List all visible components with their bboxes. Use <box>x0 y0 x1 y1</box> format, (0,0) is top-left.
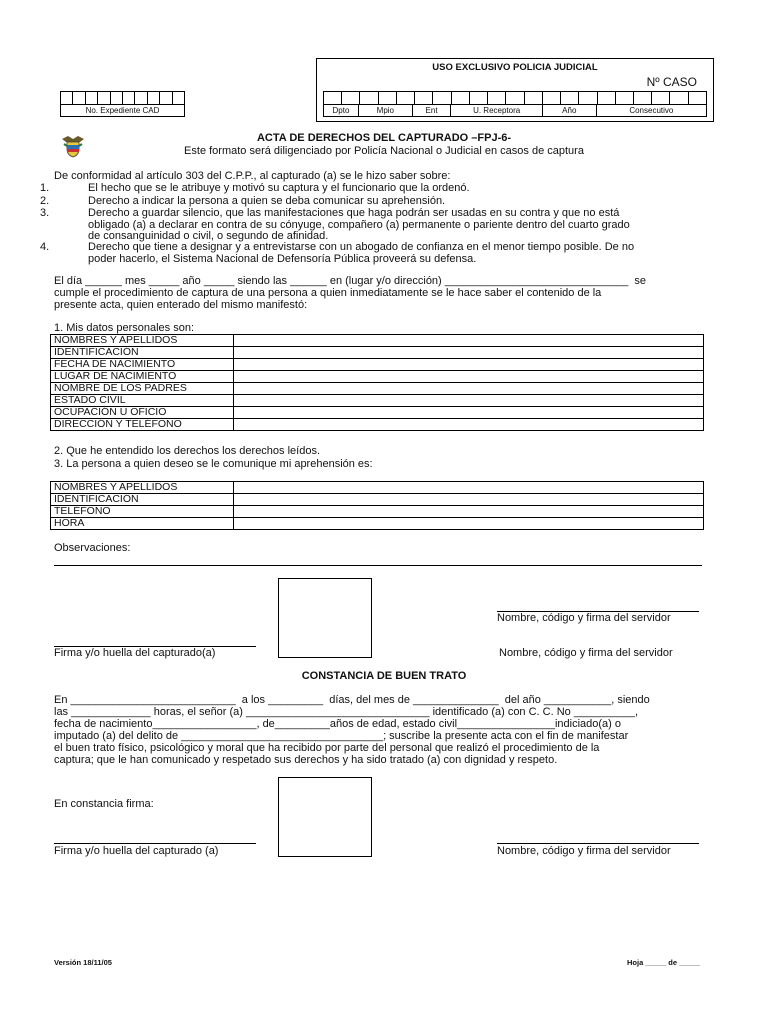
grid-label-ent: Ent <box>413 105 452 116</box>
contact-data-table <box>50 481 704 530</box>
field-input[interactable] <box>234 371 704 383</box>
field-label: ESTADO CIVIL <box>51 395 234 407</box>
grid-label-mpio: Mpio <box>359 105 413 116</box>
table-row <box>51 506 704 518</box>
capturado-signature-label-2: Firma y/o huella del capturado (a) <box>54 845 219 857</box>
constancia-line[interactable]: imputado (a) del delito de _________________________________; suscribe la presente acta con el fin de manifestar <box>54 730 629 742</box>
observaciones-label: Observaciones: <box>54 542 131 554</box>
expediente-cad-box[interactable] <box>60 91 185 115</box>
table-row <box>51 383 704 395</box>
section-1-label: 1. Mis datos personales son: <box>54 322 195 334</box>
right-number: 4. <box>40 241 50 253</box>
table-row <box>51 347 704 359</box>
table-row <box>51 518 704 530</box>
expediente-cad-label: No. Expediente CAD <box>60 104 185 117</box>
right-text: Derecho a guardar silencio, que las manifestaciones que haga podrán ser usadas en su contra y que no está <box>88 207 620 219</box>
capturado-signature-line-2[interactable] <box>54 843 256 844</box>
intro-text: De conformidad al artículo 303 del C.P.P., al capturado (a) se le hizo saber sobre: <box>54 170 451 182</box>
right-text: Derecho a indicar la persona a quien se deba comunicar su aprehensión. <box>88 195 446 207</box>
police-use-title: USO EXCLUSIVO POLICIA JUDICIAL <box>432 62 598 73</box>
servidor-signature-label-3: Nombre, código y firma del servidor <box>497 845 671 857</box>
document-subtitle: Este formato será diligenciado por Policía Nacional o Judicial en casos de captura <box>184 145 584 157</box>
field-input[interactable] <box>234 518 704 530</box>
field-input[interactable] <box>234 347 704 359</box>
date-paragraph-line: cumple el procedimiento de captura de una persona a quien inmediatamente se le hace saber el contenido de la <box>54 287 602 299</box>
case-number-grid[interactable] <box>323 91 707 115</box>
field-label: HORA <box>51 518 234 530</box>
field-label: FECHA DE NACIMIENTO <box>51 359 234 371</box>
constancia-title: CONSTANCIA DE BUEN TRATO <box>301 670 467 682</box>
servidor-signature-line-2[interactable] <box>497 843 699 844</box>
constancia-firma-label: En constancia firma: <box>54 798 154 810</box>
expediente-cad-cells[interactable] <box>60 91 185 104</box>
servidor-signature-label-2: Nombre, código y firma del servidor <box>499 647 673 659</box>
table-row <box>51 419 704 431</box>
constancia-line: captura; que le han comunicado y respetado sus derechos y ha sido tratado (a) con dignidad y respeto. <box>54 754 558 766</box>
field-label: TELÉFONO <box>51 506 234 518</box>
right-text: Derecho que tiene a designar y a entrevistarse con un abogado de confianza en el menor tiempo posible. De no <box>88 241 635 253</box>
document-title: ACTA DE DERECHOS DEL CAPTURADO –FPJ-6- <box>256 132 512 144</box>
field-label: NOMBRES Y APELLIDOS <box>51 335 234 347</box>
field-input[interactable] <box>234 419 704 431</box>
caso-label: Nº CASO <box>646 75 697 89</box>
section-2-label: 2. Que he entendido los derechos los derechos leídos. <box>54 445 321 457</box>
table-row <box>51 494 704 506</box>
grid-label-ano: Año <box>543 105 597 116</box>
field-label: LUGAR DE NACIMIENTO <box>51 371 234 383</box>
field-input[interactable] <box>234 482 704 494</box>
field-label: NOMBRES Y APELLIDOS <box>51 482 234 494</box>
field-label: IDENTIFICACIÓN <box>51 347 234 359</box>
field-input[interactable] <box>234 359 704 371</box>
constancia-line[interactable]: fecha de nacimiento_________________, de_________años de edad, estado civil________________indiciado(a) o <box>54 718 621 730</box>
table-row <box>51 359 704 371</box>
field-label: DIRECCIÓN Y TELÉFONO <box>51 419 234 431</box>
right-number: 2. <box>40 195 50 207</box>
constancia-line[interactable]: En ___________________________ a los _________ días, del mes de ______________ del año ___________, siendo <box>54 694 650 706</box>
fingerprint-box[interactable] <box>278 578 372 658</box>
field-label: IDENTIFICACIÓN <box>51 494 234 506</box>
section-3-label: 3. La persona a quien deseo se le comunique mi aprehensión es: <box>54 458 373 470</box>
field-input[interactable] <box>234 407 704 419</box>
table-row <box>51 407 704 419</box>
field-label: NOMBRE DE LOS PADRES <box>51 383 234 395</box>
field-input[interactable] <box>234 383 704 395</box>
capturado-signature-label: Firma y/o huella del capturado(a) <box>54 647 216 659</box>
right-text: de consanguinidad o civil, o segundo de afinidad. <box>88 230 329 242</box>
version-label: Versión 18/11/05 <box>54 958 112 967</box>
field-label: OCUPACIÓN U OFICIO <box>51 407 234 419</box>
field-input[interactable] <box>234 395 704 407</box>
date-paragraph-line: presente acta, quien enterado del mismo manifestó: <box>54 299 308 311</box>
fingerprint-box-2[interactable] <box>278 777 372 857</box>
police-use-box <box>316 58 714 122</box>
field-input[interactable] <box>234 494 704 506</box>
right-text: El hecho que se le atribuye y motivó su captura y el funcionario que la ordenó. <box>88 182 470 194</box>
date-paragraph-line[interactable]: El día ______ mes _____ año _____ siendo las ______ en (lugar y/o dirección) ______________________________ se <box>54 275 647 287</box>
observaciones-line[interactable] <box>54 565 702 566</box>
grid-label-u-receptora: U. Receptora <box>451 105 542 116</box>
grid-label-dpto: Dpto <box>324 105 359 116</box>
table-row <box>51 395 704 407</box>
right-text: poder hacerlo, el Sistema Nacional de Defensoría Pública proveerá su defensa. <box>88 253 477 265</box>
table-row <box>51 371 704 383</box>
right-text: obligado (a) a declarar en contra de su cónyuge, compañero (a) permanente o pariente dentro del cuarto grado <box>88 219 630 231</box>
field-input[interactable] <box>234 335 704 347</box>
constancia-line: el buen trato físico, psicológico y moral que ha recibido por parte del personal que realizó el procedimiento de la <box>54 742 600 754</box>
table-row <box>51 482 704 494</box>
page-number-label: Hoja _____ de _____ <box>627 958 700 967</box>
servidor-signature-label: Nombre, código y firma del servidor <box>497 612 671 624</box>
field-input[interactable] <box>234 506 704 518</box>
constancia-line[interactable]: las _____________ horas, el señor (a) ______________________________ identificado (a) con C. C. No __________, <box>54 706 639 718</box>
grid-label-consecutivo: Consecutivo <box>629 106 674 115</box>
table-row <box>51 335 704 347</box>
right-number: 1. <box>40 182 50 194</box>
personal-data-table <box>50 334 704 431</box>
right-number: 3. <box>40 207 50 219</box>
